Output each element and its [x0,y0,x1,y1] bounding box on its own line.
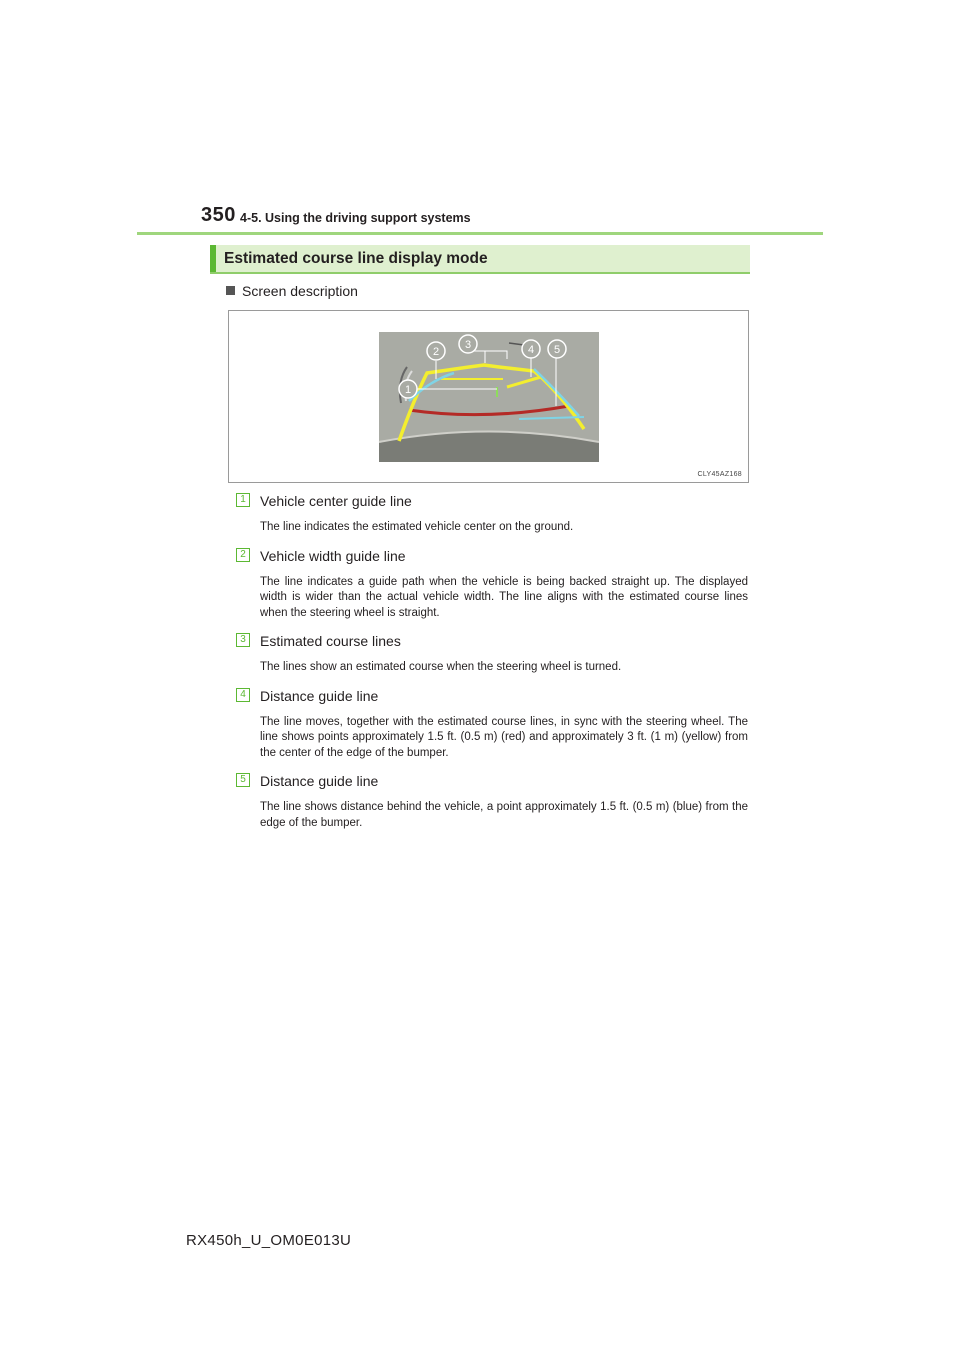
document-footer: RX450h_U_OM0E013U [186,1232,352,1249]
item-title: Distance guide line [260,687,379,704]
square-bullet-icon [226,286,235,295]
header-rule [137,232,823,235]
item-description: The line indicates the estimated vehicle center on the ground. [260,521,574,533]
section-heading [210,245,750,274]
svg-text:4: 4 [527,344,535,356]
item-description: The line moves, together with the estimated course lines, in sync with the steering wheel. The line shows points approximately 1.5 ft. (0.5 m) (red) and approximately 3 ft. (1 m) (yellow) from the center of the edge of the bumper. [260,715,748,759]
svg-text:3: 3 [464,339,472,351]
camera-screen-illustration [229,311,748,482]
item-title: Vehicle center guide line [260,493,412,509]
svg-text:2: 2 [432,346,440,358]
item-number: 5 [236,773,250,787]
list-item [236,687,748,762]
list-item [236,772,748,831]
item-title: Estimated course lines [260,633,401,649]
sub-heading-text: Screen description [242,283,358,299]
item-number: 1 [236,493,250,507]
item-description: The line shows distance behind the vehicle, a point approximately 1.5 ft. (0.5 m) (blue) from the edge of the bumper. [260,801,748,829]
item-number: 3 [236,633,250,647]
list-item [236,492,748,536]
screen-figure [228,310,749,483]
page-number: 350 [201,204,236,226]
callout-3 [459,335,477,353]
figure-code: CLY45AZ168 [697,471,742,478]
item-description: The line indicates a guide path when the vehicle is being backed straight up. The displayed width is wider than the actual vehicle width. The line aligns with the estimated course lines when the steering wheel is straight. [260,575,748,619]
section-header: 4-5. Using the driving support systems [240,211,471,225]
item-number: 4 [236,688,250,702]
heading-text: Estimated course line display mode [224,250,488,267]
heading-accent-bar [210,245,216,272]
item-number: 2 [236,548,250,562]
sub-heading [226,283,358,299]
callout-2 [427,342,445,360]
item-list [236,492,748,842]
list-item [236,632,748,676]
item-title: Distance guide line [260,773,379,789]
svg-text:5: 5 [553,344,561,356]
list-item [236,547,748,622]
item-title: Vehicle width guide line [260,547,406,564]
svg-text:1: 1 [404,384,412,396]
item-description: The lines show an estimated course when the steering wheel is turned. [260,661,622,673]
callout-1 [399,380,417,398]
callout-5 [548,340,566,358]
callout-4 [522,340,540,358]
